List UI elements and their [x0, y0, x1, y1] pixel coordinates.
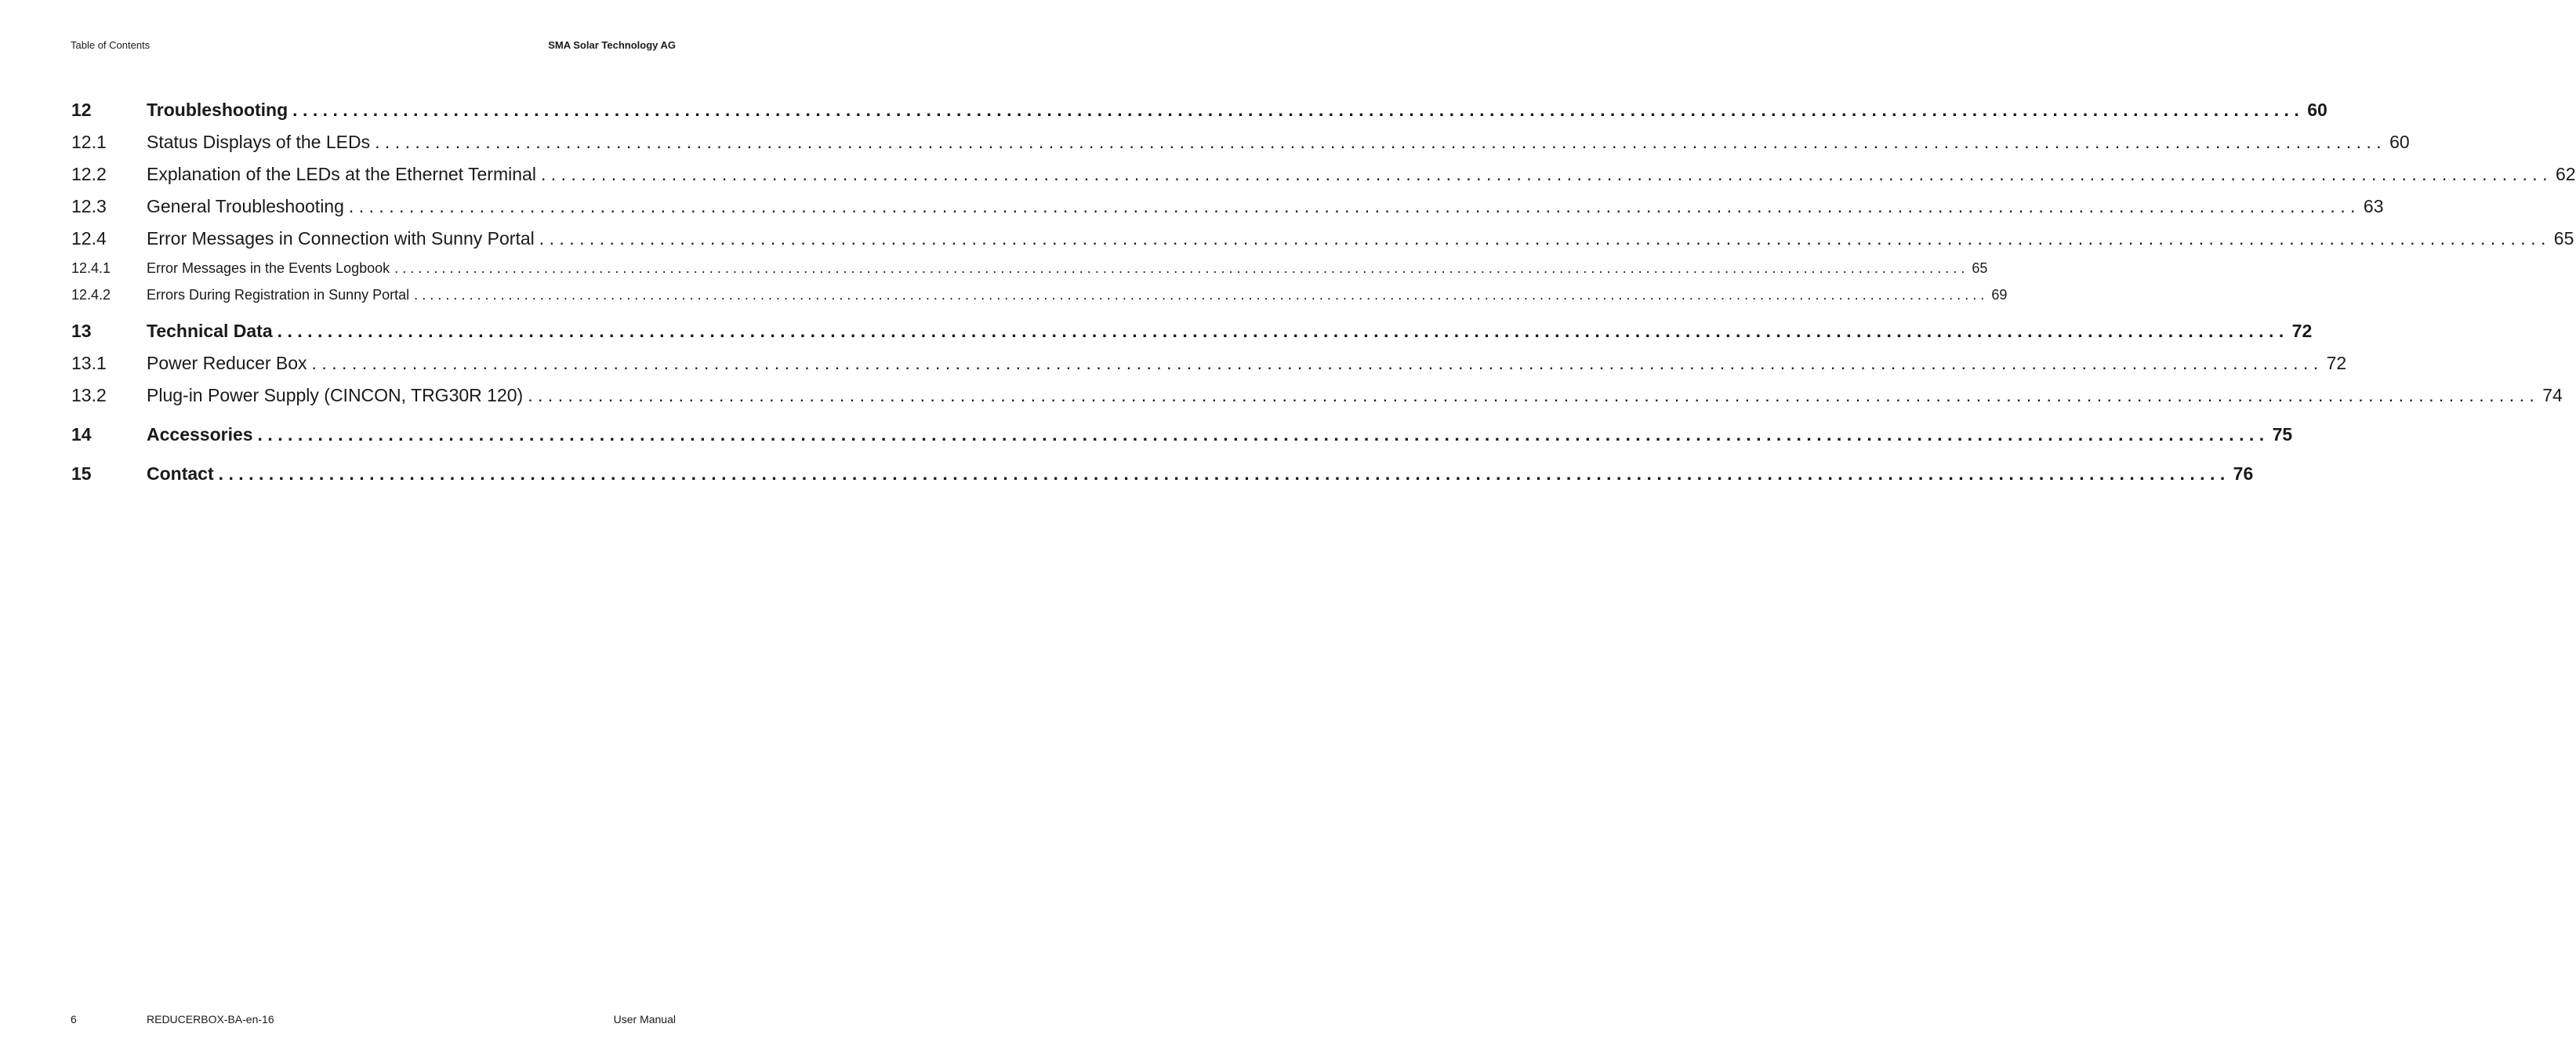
toc-entry-12-3[interactable]: [71, 191, 2384, 223]
footer-page-number: 6: [71, 1013, 77, 1026]
toc-dot-leader: ........................................................................................................................................................................................................: [539, 228, 2551, 249]
toc-dot-leader: ........................................................................................................................................................................................................: [218, 463, 2230, 484]
toc-entry-page: 72: [2326, 353, 2347, 373]
toc-entry-title: Error Messages in the Events Logbook: [147, 260, 390, 276]
toc-entry-page: 74: [2542, 385, 2563, 405]
toc-entry-title: Errors During Registration in Sunny Portal: [147, 287, 410, 303]
toc-entry-number: 12.4.1: [71, 260, 111, 276]
toc-entry-15[interactable]: [71, 458, 2254, 490]
toc-entry-title: Error Messages in Connection with Sunny Portal: [147, 228, 535, 249]
toc-dot-leader: ........................................................................................................................................................................................................: [292, 100, 2305, 120]
toc-entry-number: 12.2: [71, 164, 107, 184]
toc-entry-13-1[interactable]: [71, 347, 2347, 379]
toc-dot-leader: ........................................................................................................................................................................................................: [528, 385, 2540, 405]
toc-entry-12-1[interactable]: [71, 126, 2410, 158]
toc-entry-12-2[interactable]: [71, 158, 2576, 191]
toc-entry-page: 72: [2291, 321, 2313, 341]
toc-entry-13[interactable]: [71, 315, 2313, 347]
toc-entry-12-4[interactable]: [71, 223, 2574, 255]
toc-entry-number: 13.2: [71, 385, 107, 405]
toc-dot-leader: ........................................................................................................................................................................................................: [414, 287, 1989, 303]
toc-entry-12-4-1[interactable]: [71, 255, 1988, 281]
footer-document-id: REDUCERBOX-BA-en-16: [147, 1013, 274, 1026]
toc-entry-number: 13.1: [71, 353, 107, 373]
toc-entry-number: 12: [71, 100, 92, 120]
toc-entry-page: 60: [2307, 100, 2327, 120]
toc-entry-title: Accessories: [147, 424, 253, 445]
toc-entry-page: 75: [2272, 424, 2293, 445]
toc-entry-page: 62: [2555, 164, 2576, 184]
toc-entry-number: 12.3: [71, 196, 107, 216]
toc-entry-title: Technical Data: [147, 321, 273, 341]
toc-entry-page: 69: [1991, 287, 2008, 303]
toc-entry-number: 14: [71, 424, 92, 445]
toc-entry-14[interactable]: [71, 419, 2293, 451]
toc-entry-title: Contact: [147, 463, 214, 484]
toc-entry-number: 12.4: [71, 228, 107, 249]
table-of-contents: [71, 94, 2576, 490]
toc-entry-page: 76: [2233, 463, 2254, 484]
header-section-title: Table of Contents: [71, 39, 151, 51]
toc-entry-page: 65: [2553, 228, 2574, 249]
toc-entry-number: 12.1: [71, 132, 107, 152]
toc-entry-title: General Troubleshooting: [147, 196, 344, 216]
toc-entry-title: Plug-in Power Supply (CINCON, TRG30R 120): [147, 385, 524, 405]
toc-entry-title: Status Displays of the LEDs: [147, 132, 371, 152]
toc-entry-13-2[interactable]: [71, 379, 2563, 412]
toc-dot-leader: ........................................................................................................................................................................................................: [277, 321, 2289, 341]
toc-entry-12[interactable]: [71, 94, 2327, 126]
toc-dot-leader: ........................................................................................................................................................................................................: [394, 260, 1969, 276]
footer-manual-label: User Manual: [613, 1013, 676, 1026]
toc-entry-title: Power Reducer Box: [147, 353, 307, 373]
toc-entry-title: Explanation of the LEDs at the Ethernet Terminal: [147, 164, 536, 184]
toc-entry-page: 65: [1972, 260, 1988, 276]
toc-dot-leader: ........................................................................................................................................................................................................: [257, 424, 2269, 445]
toc-dot-leader: ........................................................................................................................................................................................................: [311, 353, 2324, 373]
toc-entry-number: 15: [71, 463, 92, 484]
toc-dot-leader: ........................................................................................................................................................................................................: [375, 132, 2387, 152]
toc-entry-number: 12.4.2: [71, 287, 111, 303]
toc-dot-leader: ........................................................................................................................................................................................................: [348, 196, 2360, 216]
toc-entry-page: 60: [2389, 132, 2410, 152]
toc-entry-title: Troubleshooting: [147, 100, 288, 120]
toc-entry-12-4-2[interactable]: [71, 281, 2008, 308]
toc-entry-page: 63: [2363, 196, 2384, 216]
toc-dot-leader: ........................................................................................................................................................................................................: [540, 164, 2552, 184]
toc-entry-number: 13: [71, 321, 92, 341]
header-company-name: SMA Solar Technology AG: [548, 39, 676, 51]
